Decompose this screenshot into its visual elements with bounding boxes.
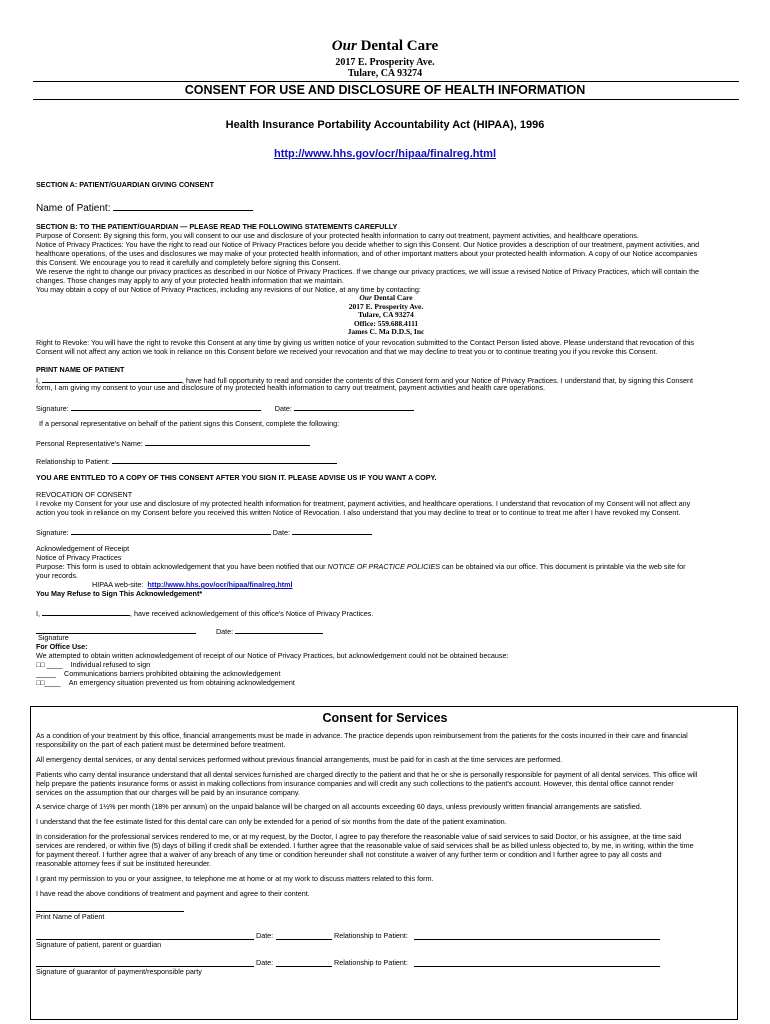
services-p3b: help prepare the patients insurance forms or assist in making collections from insurance companies and will credit any such collections to the patient's account. However, this dental office cannot render: [36, 779, 674, 788]
office-use-heading: For Office Use:: [36, 642, 88, 651]
received-ack-i-label: I,: [36, 609, 40, 618]
services-p7: I grant my permission to you or your assignee, to telephone me at home or at my work to discuss matters related to this form.: [36, 874, 434, 883]
practice-logo-text: Our: [331, 38, 357, 54]
representative-relationship-row: [36, 455, 736, 466]
revocation-signature-label: Signature:: [36, 528, 69, 537]
ack-purpose-2: your records.: [36, 571, 78, 580]
address-line-1: 2017 E. Prosperity Ave.: [335, 57, 435, 68]
practice-address: [0, 57, 770, 79]
received-ack-name-field[interactable]: [42, 607, 130, 616]
ack-date-label: Date:: [215, 627, 234, 636]
reason-text: Individual refused to sign: [70, 660, 151, 669]
received-ack-row: [36, 607, 736, 618]
contact-name-text: Dental Care: [373, 293, 413, 302]
services-date-label-1: Date:: [256, 931, 274, 940]
revoke-text-1: Right to Revoke: You will have the right to revoke this Consent at any time by giving us written notice of your revocation submitted to the Contact Person listed above. Please understand that revocation of this: [36, 338, 695, 347]
hipaa-web-link[interactable]: http://www.hhs.gov/ocr/hipaa/finalreg.html: [147, 580, 293, 589]
notice-text-1: Notice of Privacy Practices: You have the right to read our Notice of Privacy Practices before you decide whether to sign this Consent. Our Notice provides a description of our treatment, payment activities, and: [36, 240, 700, 249]
revocation-signature-row: [36, 526, 736, 537]
obtain-copy-text: You may obtain a copy of our Notice of Privacy Practices, including any revisions of our Notice, at any time by contacting:: [36, 285, 421, 294]
revocation-heading: REVOCATION OF CONSENT: [36, 490, 133, 499]
reserve-text-2: changes. Those changes may apply to any of your protected health information that we maintain.: [36, 276, 344, 285]
revocation-text-1: I revoke my Consent for your use and disclosure of my protected health information for treatment, payment activities, and healthcare operations. I understand that revocation of my Consent will not affect any: [36, 499, 691, 508]
revocation-text-2: action you took in reliance on my Consent before you received this written Notice of Revocation. I also understand that you may decline to treat or to continue to treat me after I have revoked my Consent.: [36, 508, 681, 517]
hipaa-web-row: [92, 580, 770, 589]
reason-text: Communications barriers prohibited obtaining the acknowledgement: [64, 669, 281, 678]
entitled-copy-notice: YOU ARE ENTITLED TO A COPY OF THIS CONSENT AFTER YOU SIGN IT. PLEASE ADVISE US IF YOU WANT A COPY.: [36, 473, 437, 482]
services-p6c: for payment thereof. I further agree that a waiver of any breach of any time or condition hereunder shall not constitute a waiver of any further term or condition and I further agree to pay all costs and: [36, 850, 662, 859]
services-p8: I have read the above conditions of treatment and payment and agree to their content.: [36, 889, 310, 898]
services-print-name-label: Print Name of Patient: [36, 912, 105, 921]
services-p3c: services on the assumption that our charges will be paid by an insurance company.: [36, 788, 300, 797]
ack-title: Acknowledgement of Receipt: [36, 544, 130, 553]
reason-checkbox[interactable]: _____: [36, 669, 56, 678]
services-relationship-label-1: Relationship to Patient:: [334, 931, 408, 940]
services-p4: A service charge of 1½% per month (18% per annum) on the unpaid balance will be charged on all accounts exceeding 60 days, unless previously written financial arrangements are satisfied.: [36, 802, 642, 811]
name-of-patient-label: Name of Patient:: [36, 203, 111, 214]
address-line-2: Tulare, CA 93274: [347, 68, 423, 79]
representative-name-row: [36, 437, 736, 448]
i-label: I,: [36, 376, 40, 385]
revocation-signature-field[interactable]: [71, 526, 271, 535]
document-title: CONSENT FOR USE AND DISCLOSURE OF HEALTH INFORMATION: [184, 83, 586, 97]
services-date-label-2: Date:: [256, 958, 274, 967]
name-of-patient-field[interactable]: [113, 202, 253, 211]
services-p2: All emergency dental services, or any dental services performed without previous financial arrangements, must be paid for in cash at the time services are performed.: [36, 755, 563, 764]
section-b-heading: SECTION B: TO THE PATIENT/GUARDIAN — PLEASE READ THE FOLLOWING STATEMENTS CAREFULLY: [36, 222, 398, 231]
revoke-text-2: Consent will not affect any action we took in reliance on this Consent before we received your revocation and that we may decline to treat you or to continue treating you if you revoke this Consent.: [36, 347, 658, 356]
hipaa-act-heading: Health Insurance Portability Accountability Act (HIPAA), 1996: [225, 119, 545, 131]
representative-name-label: Personal Representative's Name:: [36, 439, 143, 448]
date-label: Date:: [274, 404, 292, 413]
services-p3a: Patients who carry dental insurance understand that all dental services furnished are charged directly to the patient and that he or she is personally responsible for payment of all dental services. This office will: [36, 770, 698, 779]
may-refuse-notice: You May Refuse to Sign This Acknowledgement*: [36, 589, 203, 598]
notice-text-2: healthcare operations, of the uses and disclosures we may make of your protected health information, and of other important matters about your protected health information. A copy of our Notice accompanies: [36, 249, 698, 258]
revocation-date-field[interactable]: [292, 526, 372, 535]
representative-name-field[interactable]: [145, 437, 310, 446]
received-ack-text: , have received acknowledgement of this office's Notice of Privacy Practices.: [130, 609, 374, 618]
representative-relationship-field[interactable]: [112, 455, 337, 464]
hipaa-web-label: HIPAA web-site:: [92, 580, 144, 589]
ack-purpose-1b: NOTICE OF PRACTICE POLICIES: [327, 562, 441, 571]
services-p5: I understand that the fee estimate listed for this dental care can only be extended for a period of six months from the date of the patient examination.: [36, 817, 507, 826]
contact-address-2: Tulare, CA 93274: [358, 310, 414, 320]
services-relationship-label-2: Relationship to Patient:: [334, 958, 408, 967]
ack-purpose-1c: can be obtained via our office. This document is printable via the web site for: [442, 562, 686, 571]
reason-row: [36, 678, 736, 687]
contact-office-phone: Office: 559.688.4111: [353, 318, 419, 328]
contact-logo-text: Our: [359, 293, 372, 302]
contact-address-1: 2017 E. Prosperity Ave.: [348, 301, 424, 311]
reason-checkbox[interactable]: □□____: [36, 678, 61, 687]
patient-signature-date-field[interactable]: [294, 402, 414, 411]
practice-name: [0, 38, 770, 55]
patient-signature-row: [36, 402, 736, 413]
print-name-heading: PRINT NAME OF PATIENT: [36, 365, 125, 374]
contact-block: [36, 294, 736, 337]
services-p6a: In consideration for the professional services rendered to me, or at my request, by the Doctor, I agree to pay therefore the reasonable value of said services to said Doctor, or his assignee, at the time said: [36, 832, 682, 841]
title-rule-bottom: [33, 99, 739, 100]
section-a-heading: SECTION A: PATIENT/GUARDIAN GIVING CONSENT: [36, 180, 214, 189]
ack-subtitle: Notice of Privacy Practices: [36, 553, 122, 562]
notice-text-3: this Consent. We encourage you to read it carefully and completely before signing this Consent.: [36, 258, 341, 267]
signature-label: Signature:: [36, 404, 69, 413]
reason-checkbox[interactable]: □□ ____: [36, 660, 63, 669]
practice-name-text: Dental Care: [360, 38, 439, 54]
purpose-text: Purpose of Consent: By signing this form, you will consent to our use and disclosure of your protected health information to carry out treatment, payment activities, and healthcare operations.: [36, 231, 639, 240]
revocation-date-label: Date:: [272, 528, 290, 537]
hipaa-link[interactable]: http://www.hhs.gov/ocr/hipaa/finalreg.html: [273, 148, 497, 160]
services-p6b: services are rendered, or within five (5) days of billing if credit shall be extended. I further agree that the reasonable value of said services shall be as billed unless objected to, by me, in writing, within the time: [36, 841, 694, 850]
reserve-text-1: We reserve the right to change our privacy practices as described in our Notice of Privacy Practices. If we change our privacy practices, we will issue a revised Notice of Privacy Practices, which will contain the: [36, 267, 699, 276]
consent-for-services-title: Consent for Services: [322, 711, 448, 725]
attempted-text: We attempted to obtain written acknowledgement of receipt of our Notice of Privacy Practices, but acknowledgement could not be obtained because:: [36, 651, 509, 660]
representative-note: If a personal representative on behalf of the patient signs this Consent, complete the following:: [39, 419, 340, 428]
patient-print-name-field[interactable]: [42, 374, 182, 383]
print-name-text-1: , have had full opportunity to read and consider the contents of this Consent form and your Notice of Privacy Practices. I understand that, by signing this Consent: [182, 376, 693, 385]
services-p1a: As a condition of your treatment by this office, financial arrangements must be made in advance. The practice depends upon reimbursement from the patients for the costs incurred in their care and financial: [36, 731, 688, 740]
ack-purpose-1a: Purpose: This form is used to obtain acknowledgement that you have been notified that our: [36, 562, 326, 571]
ack-purpose-1: [36, 562, 736, 571]
title-rule-top: [33, 81, 739, 82]
guarantor-signature-label: Signature of guarantor of payment/responsible party: [36, 967, 202, 976]
contact-doctor: James C. Ma D.D.S, Inc: [347, 327, 425, 337]
ack-signature-label: Signature: [38, 633, 69, 642]
name-of-patient-row: [36, 202, 736, 215]
reason-row: [36, 660, 736, 669]
relationship-label: Relationship to Patient:: [36, 457, 110, 466]
print-name-text-2: form, I am giving my consent to your use and disclosure of my protected health information to carry out treatment, payment activities and health care operations.: [36, 383, 545, 392]
services-p6d: reasonable attorney fees if suit be instituted hereunder.: [36, 859, 212, 868]
patient-signature-field[interactable]: [71, 402, 261, 411]
patient-guardian-signature-label: Signature of patient, parent or guardian: [36, 940, 162, 949]
reason-row: [36, 669, 736, 678]
services-p1b: responsibility on the part of each patient must be determined before treatment.: [36, 740, 286, 749]
reason-text: An emergency situation prevented us from obtaining acknowledgement: [68, 678, 295, 687]
